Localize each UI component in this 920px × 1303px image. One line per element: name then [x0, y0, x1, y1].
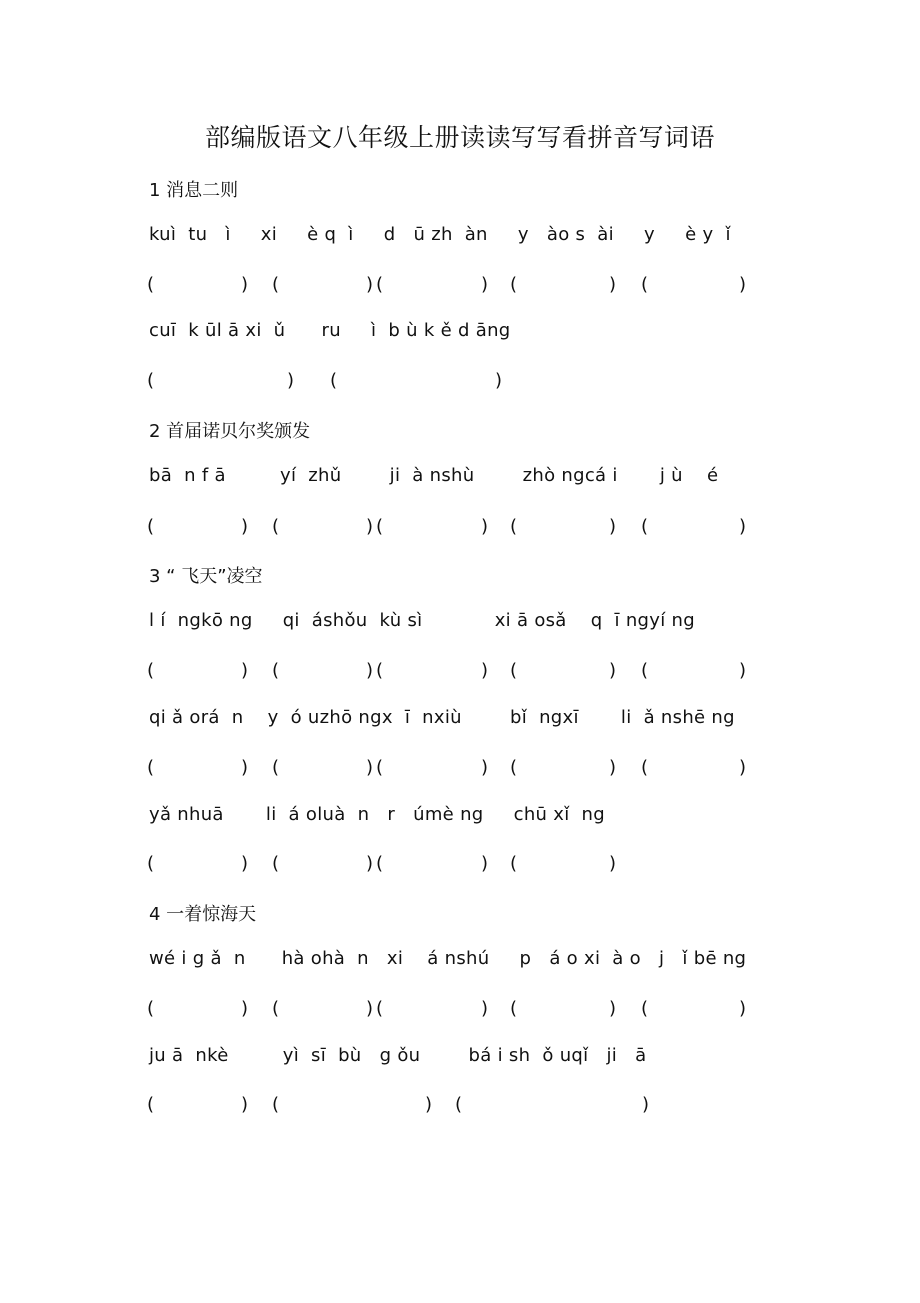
open-bracket: ( — [147, 516, 155, 537]
open-bracket: ( — [510, 853, 518, 874]
close-bracket: ) — [609, 516, 617, 537]
open-bracket: ( — [272, 757, 280, 778]
close-bracket: ) — [739, 660, 747, 681]
open-bracket: ( — [272, 853, 280, 874]
close-bracket: ) — [241, 660, 249, 681]
page-title: 部编版语文八年级上册读读写写看拼音写词语 — [204, 123, 715, 152]
open-bracket: ( — [147, 998, 155, 1019]
section-heading-1: 1 消息二则 — [149, 180, 239, 201]
close-bracket: ) — [241, 757, 249, 778]
open-bracket: ( — [641, 274, 649, 295]
close-bracket: ) — [481, 660, 489, 681]
pinyin-line: bā n f ā yí zhǔ ji à nshù zhò ngcá i j ù é — [149, 465, 719, 486]
pinyin-line: l í ngkō ng qi áshǒu kù sì xi ā osǎ q ī ngyí ng — [149, 610, 695, 631]
close-bracket: ) — [609, 274, 617, 295]
open-bracket: ( — [272, 274, 280, 295]
close-bracket: ) — [366, 853, 374, 874]
close-bracket: ) — [425, 1094, 433, 1115]
close-bracket: ) — [366, 274, 374, 295]
close-bracket: ) — [481, 274, 489, 295]
open-bracket: ( — [510, 757, 518, 778]
open-bracket: ( — [641, 516, 649, 537]
close-bracket: ) — [739, 757, 747, 778]
pinyin-line: yǎ nhuā li á oluà n r úmè ng chū xǐ ng — [149, 804, 605, 825]
pinyin-line: cuī k ūl ā xi ǔ ru ì b ù k ě d āng — [149, 320, 511, 341]
section-heading-2: 2 首届诺贝尔奖颁发 — [149, 421, 311, 442]
close-bracket: ) — [739, 516, 747, 537]
pinyin-line: kuì tu ì xi è q ì d ū zh àn y ào s ài y è y ǐ — [149, 224, 731, 245]
open-bracket: ( — [376, 757, 384, 778]
open-bracket: ( — [376, 853, 384, 874]
close-bracket: ) — [642, 1094, 650, 1115]
open-bracket: ( — [510, 998, 518, 1019]
close-bracket: ) — [739, 998, 747, 1019]
section-heading-3: 3 “ 飞天”凌空 — [149, 566, 263, 587]
close-bracket: ) — [609, 998, 617, 1019]
open-bracket: ( — [510, 516, 518, 537]
open-bracket: ( — [376, 998, 384, 1019]
close-bracket: ) — [739, 274, 747, 295]
pinyin-line: wé i g ǎ n hà ohà n xi á nshú p á o xi à o j ǐ bē ng — [149, 948, 747, 969]
close-bracket: ) — [481, 757, 489, 778]
open-bracket: ( — [272, 998, 280, 1019]
open-bracket: ( — [455, 1094, 463, 1115]
close-bracket: ) — [481, 998, 489, 1019]
open-bracket: ( — [376, 660, 384, 681]
close-bracket: ) — [287, 370, 295, 391]
pinyin-line: qi ǎ orá n y ó uzhō ngx ī nxiù bǐ ngxī li ǎ nshē ng — [149, 707, 735, 728]
close-bracket: ) — [366, 660, 374, 681]
close-bracket: ) — [481, 516, 489, 537]
close-bracket: ) — [241, 853, 249, 874]
open-bracket: ( — [330, 370, 338, 391]
close-bracket: ) — [366, 998, 374, 1019]
open-bracket: ( — [641, 998, 649, 1019]
open-bracket: ( — [147, 370, 155, 391]
pinyin-line: ju ā nkè yì sī bù g ǒu bá i sh ǒ uqǐ ji ā — [149, 1045, 647, 1066]
open-bracket: ( — [272, 660, 280, 681]
open-bracket: ( — [147, 1094, 155, 1115]
open-bracket: ( — [147, 660, 155, 681]
close-bracket: ) — [366, 516, 374, 537]
open-bracket: ( — [641, 660, 649, 681]
close-bracket: ) — [609, 757, 617, 778]
open-bracket: ( — [272, 1094, 280, 1115]
close-bracket: ) — [495, 370, 503, 391]
close-bracket: ) — [241, 1094, 249, 1115]
open-bracket: ( — [510, 274, 518, 295]
close-bracket: ) — [609, 853, 617, 874]
close-bracket: ) — [241, 274, 249, 295]
close-bracket: ) — [609, 660, 617, 681]
open-bracket: ( — [376, 516, 384, 537]
open-bracket: ( — [147, 853, 155, 874]
close-bracket: ) — [366, 757, 374, 778]
close-bracket: ) — [241, 998, 249, 1019]
close-bracket: ) — [481, 853, 489, 874]
open-bracket: ( — [272, 516, 280, 537]
open-bracket: ( — [641, 757, 649, 778]
close-bracket: ) — [241, 516, 249, 537]
open-bracket: ( — [147, 757, 155, 778]
section-heading-4: 4 一着惊海天 — [149, 904, 257, 925]
open-bracket: ( — [510, 660, 518, 681]
open-bracket: ( — [376, 274, 384, 295]
open-bracket: ( — [147, 274, 155, 295]
